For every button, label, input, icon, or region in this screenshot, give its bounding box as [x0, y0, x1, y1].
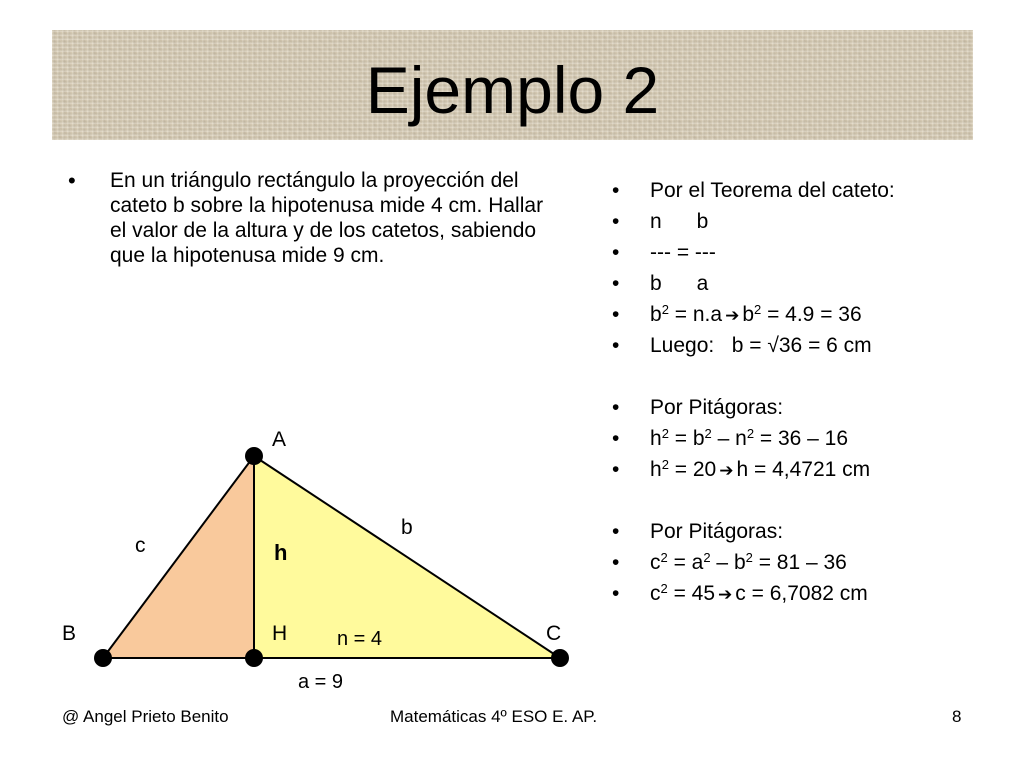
bullet: •: [612, 210, 620, 233]
label-n: n = 4: [337, 628, 383, 650]
math-term: = 20: [668, 458, 717, 481]
triangle-right-region: [254, 456, 560, 658]
label-side-b: b: [401, 516, 413, 539]
problem-text: En un triángulo rectángulo la proyección del cateto b sobre la hipotenusa mide 4 cm. Hallar el valor de la altura y de los catetos, sabiendo que la hipotenusa mide 9 cm.: [110, 169, 544, 267]
math-term: h = 4,4721 cm: [736, 458, 871, 481]
math-term: h: [650, 427, 662, 450]
vertex-a-dot: [245, 447, 263, 465]
bullet: •: [612, 396, 620, 419]
math-term: = 36 – 16: [754, 427, 849, 450]
bullet: •: [612, 179, 620, 202]
solution-text: b a: [650, 272, 709, 295]
math-term: b: [742, 303, 754, 326]
exponent: 2: [661, 457, 669, 472]
math-term: c: [650, 582, 661, 605]
math-term: b: [650, 303, 662, 326]
exponent: 2: [661, 426, 669, 441]
math-term: h: [650, 458, 662, 481]
exponent: 2: [746, 426, 755, 441]
label-a: A: [272, 428, 287, 451]
bullet: •: [68, 168, 76, 193]
footer-page-number: 8: [952, 707, 962, 726]
bullet: •: [612, 241, 620, 264]
solution-text: Por el Teorema del cateto:: [650, 179, 895, 202]
label-height: h: [274, 540, 288, 565]
solution-text: Luego: b = √36 = 6 cm: [650, 334, 872, 357]
label-h-foot: H: [272, 622, 288, 645]
exponent: 2: [745, 550, 753, 565]
math-term: = 4.9 = 36: [761, 303, 862, 326]
solution-text: n b: [650, 210, 709, 233]
arrow-icon: ➔: [719, 461, 734, 480]
vertex-b-dot: [94, 649, 112, 667]
math-term: = 81 – 36: [752, 551, 847, 574]
exponent: 2: [703, 550, 711, 565]
arrow-icon: ➔: [725, 306, 740, 325]
bullet: •: [612, 272, 620, 295]
footer-author: @ Angel Prieto Benito: [62, 707, 229, 726]
math-term: – n: [711, 427, 747, 450]
bullet: •: [612, 520, 620, 543]
bullet: •: [612, 303, 620, 326]
math-term: = b: [668, 427, 705, 450]
bullet: •: [612, 427, 620, 450]
label-side-c: c: [135, 534, 146, 557]
solution-text: --- = ---: [650, 241, 716, 264]
slide-title: Ejemplo 2: [365, 53, 660, 127]
triangle-left-region: [103, 456, 254, 658]
exponent: 2: [754, 302, 762, 317]
label-a-hypotenuse: a = 9: [298, 671, 344, 693]
math-term: = n.a: [668, 303, 723, 326]
exponent: 2: [660, 550, 668, 565]
exponent: 2: [661, 302, 669, 317]
footer-course: Matemáticas 4º ESO E. AP.: [390, 707, 598, 726]
label-c-vertex: C: [546, 622, 562, 645]
math-term: – b: [710, 551, 746, 574]
exponent: 2: [660, 581, 668, 596]
arrow-icon: ➔: [718, 585, 733, 604]
math-term: = a: [667, 551, 704, 574]
bullet: •: [612, 458, 620, 481]
bullet: •: [612, 551, 620, 574]
vertex-c-dot: [551, 649, 569, 667]
exponent: 2: [704, 426, 712, 441]
bullet: •: [612, 582, 620, 605]
math-term: = 45: [667, 582, 716, 605]
bullet: •: [612, 334, 620, 357]
math-term: c = 6,7082 cm: [735, 582, 868, 605]
math-term: c: [650, 551, 661, 574]
solution-text: Por Pitágoras:: [650, 396, 784, 419]
label-b-vertex: B: [62, 622, 77, 645]
solution-text: Por Pitágoras:: [650, 520, 784, 543]
vertex-h-dot: [245, 649, 263, 667]
